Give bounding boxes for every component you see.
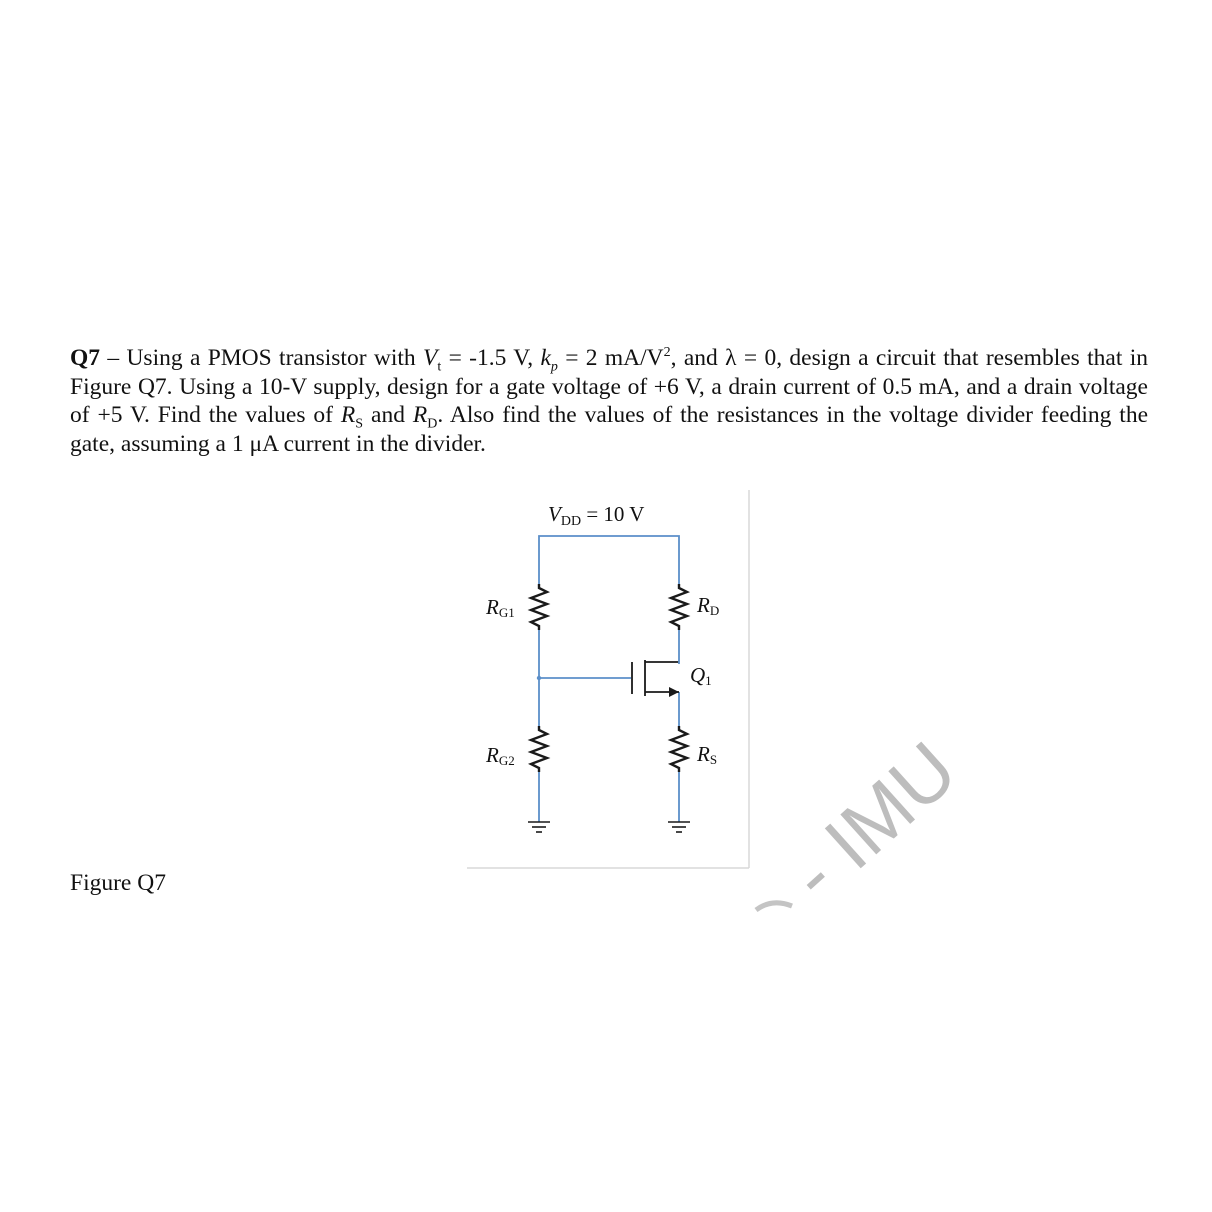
rs-label: RS bbox=[697, 742, 718, 767]
watermark-text: - IMU bbox=[772, 724, 974, 918]
rs-subscript: S bbox=[355, 416, 364, 432]
kp-superscript: 2 bbox=[663, 345, 671, 361]
and-text: and bbox=[363, 402, 413, 428]
kp-symbol: k bbox=[540, 345, 551, 371]
lambda-text: , and λ = 0, design a circuit that resembles that in Figure Q7. Using a 10-V supply, design for a gate voltage of +6 V, a drain current of 0.5 mA, and a drain voltage of +5 V. Find the values of bbox=[70, 345, 1148, 428]
kp-value: = 2 mA/V bbox=[557, 345, 664, 371]
rd-resistor bbox=[671, 584, 687, 630]
vt-symbol: V bbox=[422, 345, 438, 371]
vdd-label: VDD = 10 V bbox=[548, 502, 645, 529]
rd-symbol: R bbox=[412, 402, 428, 428]
rg2-resistor bbox=[531, 726, 547, 772]
rs-resistor bbox=[671, 726, 687, 772]
figure-caption: Figure Q7 bbox=[70, 870, 166, 896]
kp-subscript: p bbox=[550, 359, 558, 375]
gate-node bbox=[537, 676, 541, 680]
wires bbox=[539, 536, 679, 822]
q1-label: Q1 bbox=[690, 663, 712, 688]
rg2-label: RG2 bbox=[486, 743, 515, 768]
rs-symbol: R bbox=[340, 402, 356, 428]
ground-rs-icon bbox=[668, 822, 690, 832]
vt-subscript: t bbox=[437, 359, 442, 375]
vt-value: = -1.5 V, bbox=[441, 345, 541, 371]
rg1-label: RG1 bbox=[486, 595, 515, 620]
source-arrow-icon bbox=[669, 687, 679, 697]
ground-rg2-icon bbox=[528, 822, 550, 832]
rd-subscript: D bbox=[427, 416, 438, 432]
watermark-arc-icon bbox=[756, 903, 792, 910]
question-intro: – Using a PMOS transistor with bbox=[100, 345, 423, 371]
tail-text: . Also find the values of the resistances in the voltage divider feeding the gate, assuming a 1 μA current in the divider. bbox=[70, 402, 1149, 457]
rd-label: RD bbox=[697, 593, 720, 618]
vdd-rail-wire bbox=[539, 536, 679, 584]
question-number: Q7 bbox=[70, 345, 101, 371]
rg1-resistor bbox=[531, 584, 547, 630]
